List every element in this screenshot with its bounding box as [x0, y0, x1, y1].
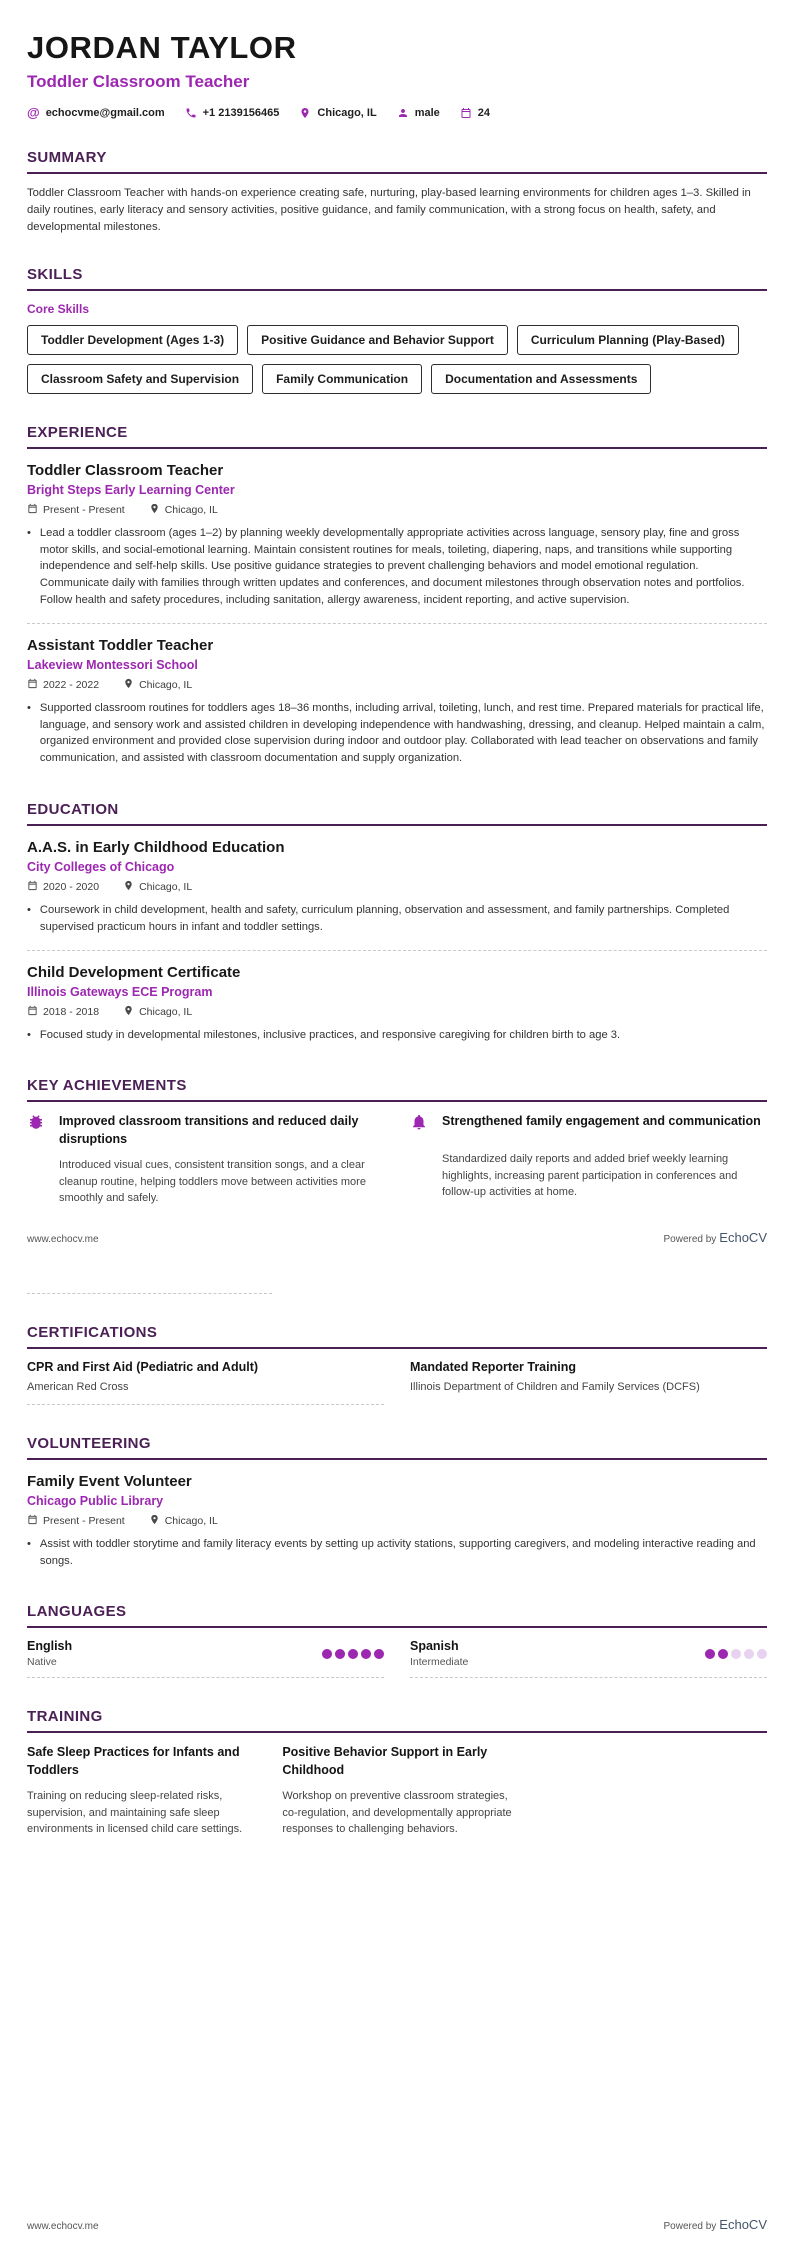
page2-footer [27, 2216, 767, 2234]
experience-location: Chicago, IL [149, 503, 218, 517]
achievements-heading: KEY ACHIEVEMENTS [27, 1077, 767, 1102]
section-achievements [27, 1077, 767, 1207]
experience-dates: Present - Present [27, 503, 125, 517]
experience-meta [27, 503, 767, 517]
person-icon [397, 107, 409, 119]
achievement-text: Introduced visual cues, consistent transition songs, and a clear cleanup routine, helping toddlers move between activities more smoothly and safely. [59, 1159, 366, 1205]
section-experience [27, 424, 767, 771]
calendar-icon [27, 880, 38, 894]
education-degree: A.A.S. in Early Childhood Education [27, 838, 285, 856]
brand-logo: EchoCV [719, 1229, 767, 1245]
location-icon [299, 107, 311, 119]
bullet-marker: • [27, 903, 31, 916]
language-name: Spanish [410, 1639, 459, 1654]
certification-item [410, 1360, 767, 1405]
achievement-text: Standardized daily reports and added brief weekly learning highlights, increasing parent participation in conferences and follow-up activities at home. [442, 1153, 738, 1199]
achievement-title: Strengthened family engagement and communication [442, 1114, 761, 1129]
certification-issuer: American Red Cross [27, 1380, 129, 1393]
section-languages [27, 1603, 767, 1678]
contact-gender [397, 107, 440, 119]
education-entry [27, 950, 767, 1048]
footer-site: www.echocv.me [27, 2221, 99, 2232]
skills-group-label: Core Skills [27, 301, 90, 316]
skills-heading: SKILLS [27, 266, 767, 291]
experience-heading: EXPERIENCE [27, 424, 767, 449]
training-heading: TRAINING [27, 1708, 767, 1733]
experience-company: Lakeview Montessori School [27, 657, 198, 672]
phone-icon [185, 107, 197, 119]
contact-row [27, 106, 767, 119]
brand-logo: EchoCV [719, 2217, 767, 2232]
job-title: Toddler Classroom Teacher [27, 72, 250, 91]
achievement-item [27, 1113, 384, 1207]
education-entry [27, 837, 767, 940]
bullet-marker: • [27, 526, 31, 539]
education-location: Chicago, IL [123, 880, 192, 894]
section-education [27, 801, 767, 1047]
contact-location-text: Chicago, IL [317, 106, 377, 119]
at-icon: @ [27, 105, 40, 120]
experience-dates: 2022 - 2022 [27, 678, 99, 692]
skill-chip: Classroom Safety and Supervision [27, 364, 253, 394]
experience-company: Bright Steps Early Learning Center [27, 482, 235, 497]
skill-chip: Curriculum Planning (Play-Based) [517, 325, 739, 355]
language-item [410, 1639, 767, 1678]
footer-site: www.echocv.me [27, 1233, 99, 1245]
person-name: JORDAN TAYLOR [27, 30, 297, 65]
volunteering-location: Chicago, IL [149, 1514, 218, 1528]
education-meta [27, 880, 767, 894]
education-school: Illinois Gateways ECE Program [27, 984, 213, 999]
volunteering-org: Chicago Public Library [27, 1493, 164, 1508]
achievement-title: Improved classroom transitions and reduced daily disruptions [59, 1114, 359, 1146]
experience-bullet: • Supported classroom routines for toddlers ages 18–36 months, including arrival, toileting, lunch, and rest time. Prepared materials for practical life, language, and sensory work and assisted children in developing independence with handwashing, dressing, and cleanup. Helped maintain a calm, organized environment and provided close supervision during indoor and outdoor play. Collaborated with lead teacher on observations and family communication, and assisted with classroom documentation and supply organization. [27, 700, 767, 767]
footer-powered: Powered by EchoCV [663, 1229, 767, 1245]
summary-text: Toddler Classroom Teacher with hands-on experience creating safe, nurturing, play-based learning environments for children ages 1–3. Skilled in daily routines, early literacy and sensory activities, positive guidance, and family communication, with a strong focus on health, safety, and developmental milestones. [27, 187, 751, 233]
skill-chip: Family Communication [262, 364, 422, 394]
volunteering-title: Family Event Volunteer [27, 1472, 192, 1490]
bullet-marker: • [27, 1028, 31, 1041]
training-title: Safe Sleep Practices for Infants and Toddlers [27, 1745, 240, 1777]
education-dates: 2020 - 2020 [27, 880, 99, 894]
bell-icon [410, 1113, 432, 1142]
bug-icon [27, 1113, 49, 1148]
education-degree: Child Development Certificate [27, 963, 241, 981]
bullet-marker: • [27, 701, 31, 714]
education-heading: EDUCATION [27, 801, 767, 826]
language-level: Native [27, 1656, 57, 1669]
contact-gender-text: male [414, 106, 440, 119]
calendar-icon [460, 107, 472, 119]
contact-age [460, 107, 490, 119]
training-text: Workshop on preventive classroom strategies, co-regulation, and developmentally appropriate responses to challenging behaviors. [282, 1790, 512, 1836]
contact-email-text: echocvme@gmail.com [45, 106, 165, 119]
training-item [282, 1744, 511, 1838]
education-bullet: • Focused study in developmental milestones, inclusive practices, and responsive caregiving for children birth to age 3. [27, 1027, 767, 1044]
certification-title: Mandated Reporter Training [410, 1359, 576, 1374]
language-proficiency-dots [322, 1649, 384, 1659]
training-text: Training on reducing sleep-related risks, supervision, and maintaining safe sleep environments in licensed child care settings. [27, 1790, 243, 1836]
experience-location: Chicago, IL [123, 678, 192, 692]
section-skills [27, 266, 767, 394]
language-level: Intermediate [410, 1656, 469, 1669]
language-proficiency-dots [705, 1649, 767, 1659]
calendar-icon [27, 503, 38, 517]
calendar-icon [27, 1005, 38, 1019]
contact-location [299, 107, 376, 119]
skill-chip: Documentation and Assessments [431, 364, 651, 394]
volunteering-heading: VOLUNTEERING [27, 1435, 767, 1460]
skill-chips [27, 325, 767, 394]
section-volunteering [27, 1435, 767, 1574]
contact-email [27, 106, 165, 119]
page-break-divider [27, 1293, 272, 1294]
training-title: Positive Behavior Support in Early Childhood [282, 1745, 488, 1777]
experience-meta [27, 678, 767, 692]
language-item [27, 1639, 384, 1678]
footer-powered: Powered by EchoCV [663, 2217, 767, 2232]
certification-issuer: Illinois Department of Children and Family Services (DCFS) [410, 1380, 700, 1393]
language-name: English [27, 1639, 73, 1654]
certification-item [27, 1360, 384, 1405]
experience-entry [27, 623, 767, 771]
location-icon [123, 880, 134, 894]
resume-header [27, 30, 767, 119]
calendar-icon [27, 678, 38, 692]
summary-heading: SUMMARY [27, 149, 767, 174]
section-certifications [27, 1324, 767, 1405]
training-item [27, 1744, 256, 1838]
education-bullet: • Coursework in child development, health and safety, curriculum planning, observation and assessment, and family partnerships. Completed supervised practicum hours in infant and toddler settings. [27, 902, 767, 936]
experience-entry [27, 460, 767, 613]
contact-phone [185, 107, 280, 119]
education-school: City Colleges of Chicago [27, 859, 175, 874]
section-summary [27, 149, 767, 236]
page1-footer [27, 1229, 767, 1247]
languages-heading: LANGUAGES [27, 1603, 767, 1628]
volunteering-meta [27, 1514, 767, 1528]
volunteering-entry [27, 1471, 767, 1574]
volunteering-dates: Present - Present [27, 1514, 125, 1528]
contact-phone-text: +1 2139156465 [202, 106, 280, 119]
experience-title: Assistant Toddler Teacher [27, 636, 214, 654]
location-icon [149, 1514, 160, 1528]
achievement-item [410, 1113, 767, 1207]
experience-bullet: • Lead a toddler classroom (ages 1–2) by planning weekly developmentally appropriate activities across language, sensory play, fine and gross motor skills, and social-emotional learning. Maintain consistent routines for meals, toileting, diapering, naps, and transitions while supporting independence and self-help skills. Use positive guidance strategies to prevent challenging behaviors and model emotional regulation. Communicate daily with families through written updates and conferences, and document milestones through observation notes and portfolios. Follow health and safety procedures, including sanitation, allergy awareness, incident reporting, and active supervision. [27, 525, 767, 609]
location-icon [123, 1005, 134, 1019]
bullet-marker: • [27, 1537, 31, 1550]
skill-chip: Toddler Development (Ages 1-3) [27, 325, 238, 355]
certification-title: CPR and First Aid (Pediatric and Adult) [27, 1359, 259, 1374]
education-location: Chicago, IL [123, 1005, 192, 1019]
skill-chip: Positive Guidance and Behavior Support [247, 325, 508, 355]
experience-title: Toddler Classroom Teacher [27, 461, 224, 479]
certifications-heading: CERTIFICATIONS [27, 1324, 767, 1349]
education-dates: 2018 - 2018 [27, 1005, 99, 1019]
contact-age-text: 24 [477, 106, 491, 119]
education-meta [27, 1005, 767, 1019]
section-training [27, 1708, 767, 1838]
volunteering-bullet: • Assist with toddler storytime and family literacy events by setting up activity stations, supporting caregivers, and modeling interactive reading and songs. [27, 1536, 767, 1570]
calendar-icon [27, 1514, 38, 1528]
location-icon [149, 503, 160, 517]
location-icon [123, 678, 134, 692]
